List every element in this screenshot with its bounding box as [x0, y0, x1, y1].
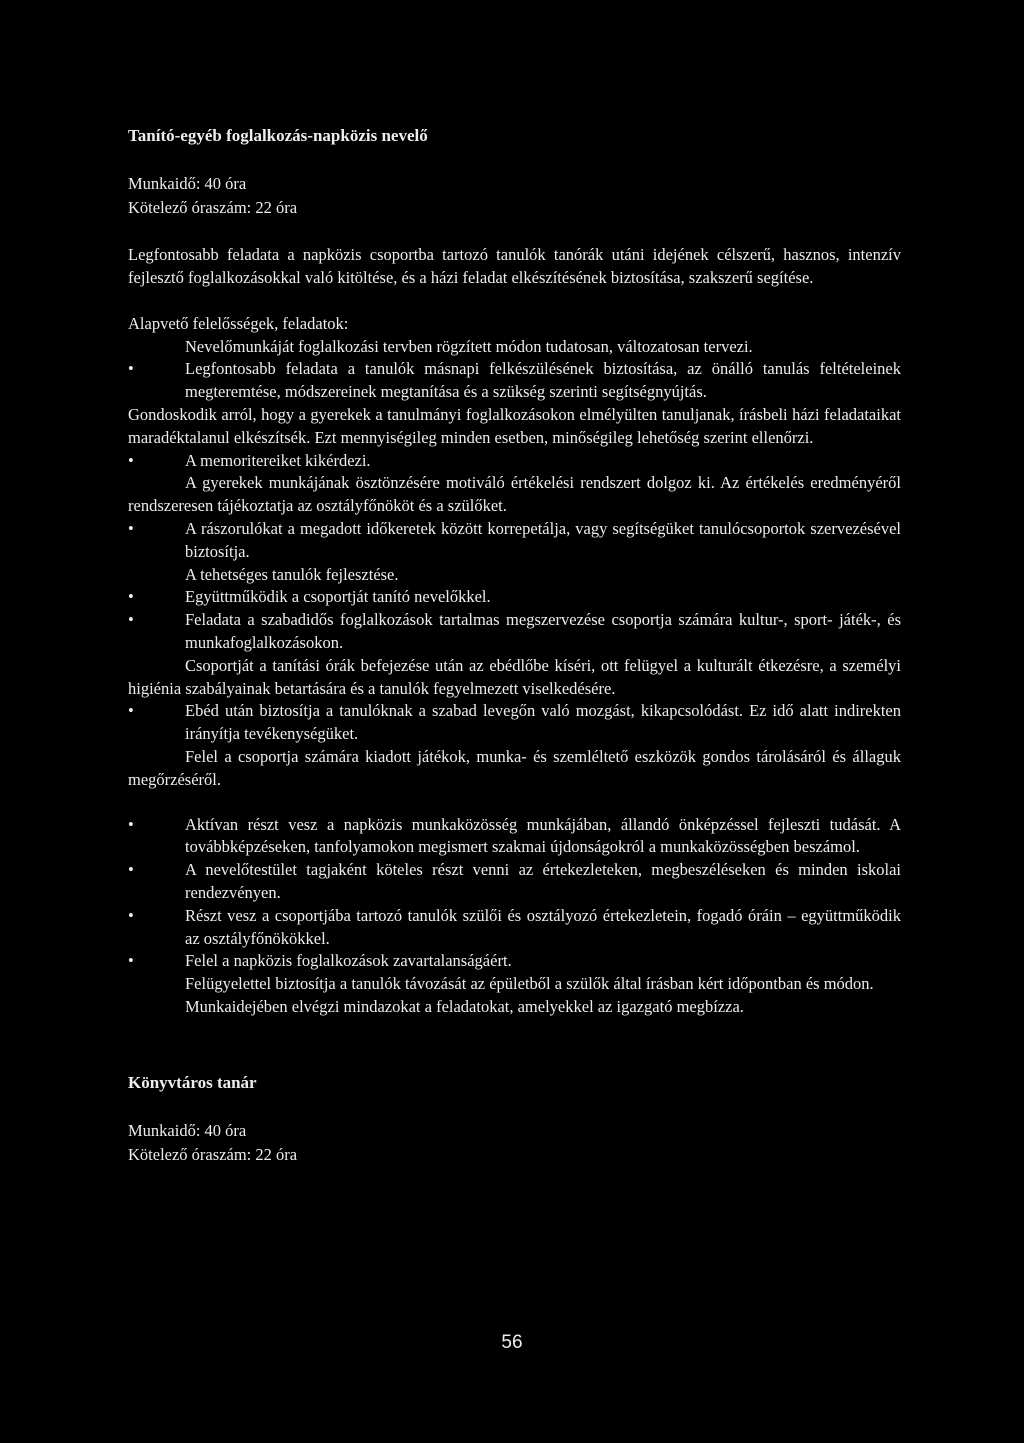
duty-item-bullet: • Felel a napközis foglalkozások zavartalanságáért.: [128, 950, 901, 973]
responsibilities-heading: Alapvető felelősségek, feladatok:: [128, 313, 349, 333]
duty-item-bullet: • A rászorulókat a megadott időkeretek között korrepetálja, vagy segítségüket tanulócsoportok szervezésével biztosítja.: [128, 518, 901, 564]
duty-item-bullet: • Feladata a szabadidős foglalkozások tartalmas megszervezése csoportja számára kultur-, sport- játék-, és munkafoglalkozásokon.: [128, 609, 901, 655]
duty-item: A gyerekek munkájának ösztönzésére motiváló értékelési rendszert dolgoz ki. Az értékelés eredményéről rendszeresen tájékoztatja az osztályfőnököt és a szülőket.: [128, 473, 901, 516]
duty-item: Csoportját a tanítási órák befejezése után az ebédlőbe kíséri, ott felügyel a kulturált étkezésre, a személyi higiénia szabályainak betartására és a tanulók fegyelmezett viselkedésére.: [128, 655, 901, 698]
duty-item-bullet: • Legfontosabb feladata a tanulók másnapi felkészülésének biztosítása, az önálló tanulás feltételeinek megteremtése, módszereinek megtanítása és a szükség szerinti segítségnyújtás.: [128, 358, 901, 404]
duty-item-bullet: • Részt vesz a csoportjába tartozó tanulók szülői és osztályozó értekezletein, fogadó óráin – együttműködik az osztályfőnökökkel.: [128, 905, 901, 951]
section-title-librarian: Könyvtáros tanár: [128, 1072, 257, 1092]
duty-item: Felügyelettel biztosítja a tanulók távozását az épületből a szülők által írásban kért időpontban és módon.: [185, 974, 874, 994]
duty-item-bullet: • A memoritereiket kikérdezi.: [128, 450, 901, 473]
duty-item: Gondoskodik arról, hogy a gyerekek a tanulmányi foglalkozásokon elmélyülten tanuljanak, írásbeli házi feladataikat maradéktalanul elkészítsék. Ezt mennyiségileg minden esetben, minőségileg lehetőség szerint ellenőrzi.: [128, 404, 901, 447]
duty-item-bullet: • Aktívan részt vesz a napközis munkaközösség munkájában, állandó önképzéssel fejleszti tudását. A továbbképzéseken, tanfolyamokon megismert szakmai újdonságokról a munkaközösségben beszámol.: [128, 814, 901, 860]
intro-paragraph: Legfontosabb feladata a napközis csoportba tartozó tanulók tanórák utáni idejének célszerű, hasznos, intenzív fejlesztő foglalkozásokkal való kitöltése, és a házi feladat elkészítésének biztosítása, szakszerű segítése.: [128, 245, 901, 287]
duty-item-bullet: • Együttműködik a csoportját tanító nevelőkkel.: [128, 586, 901, 609]
duty-item-bullet: • A nevelőtestület tagjaként köteles részt venni az értekezleteken, megbeszéléseken és minden iskolai rendezvényen.: [128, 859, 901, 905]
duty-item: Munkaidejében elvégzi mindazokat a feladatokat, amelyekkel az igazgató megbízza.: [185, 996, 744, 1016]
duty-item: Felel a csoportja számára kiadott játékok, munka- és szemléltető eszközök gondos tárolásáról és állaguk megőrzéséről.: [128, 746, 901, 789]
section-title-napkozis: Tanító-egyéb foglalkozás-napközis nevelő: [128, 126, 428, 145]
page-content: [128, 124, 901, 1167]
librarian-worktime-text: Munkaidő: 40 óra: [128, 1120, 247, 1140]
duty-item-bullet: • Ebéd után biztosítja a tanulóknak a szabad levegőn való mozgást, kikapcsolódást. Ez idő alatt indirekten irányítja tevékenységüket.: [128, 700, 901, 746]
librarian-required-hours-text: Kötelező óraszám: 22 óra: [128, 1144, 298, 1164]
worktime-text: Munkaidő: 40 óra: [128, 174, 247, 193]
duty-item: A tehetséges tanulók fejlesztése.: [185, 564, 399, 584]
page-number: 56: [501, 1332, 523, 1353]
duty-item: Nevelőmunkáját foglalkozási tervben rögzített módon tudatosan, változatosan tervezi.: [185, 336, 753, 356]
required-hours-text: Kötelező óraszám: 22 óra: [128, 198, 298, 217]
